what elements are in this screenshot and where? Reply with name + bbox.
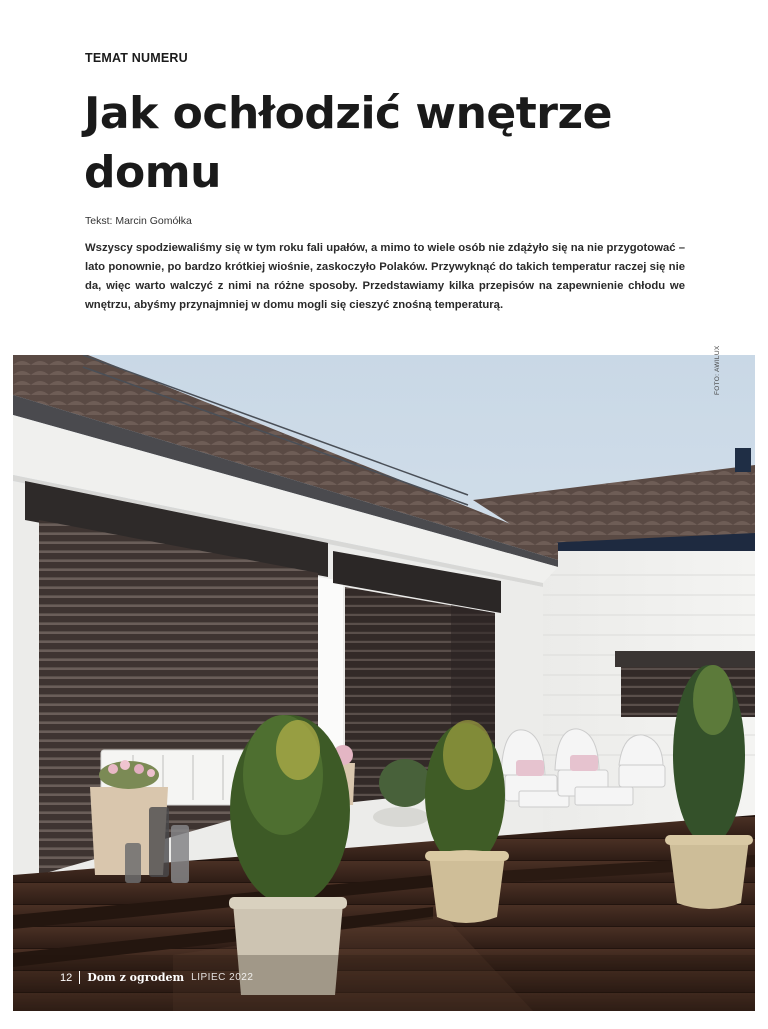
lead-paragraph: Wszyscy spodziewaliśmy się w tym roku fali upałów, a mimo to wiele osób nie zdążyło się na nie przygotować – lato ponownie, po bardzo krótkiej wiośnie, zaskoczyło Polaków. Przywyknąć do takich temperatur raczej się nie da, więc warto walczyć z nimi na różne sposoby. Przedstawiamy kilka przepisów na zapewnienie chłodu we wnętrzu, abyśmy przynajmniej w domu mogli się cieszyć znośną temperaturą. — [85, 242, 685, 311]
footer-divider — [79, 971, 80, 984]
article-title: Jak ochłodzić wnętrze domu — [84, 88, 612, 198]
page-number: 12 — [60, 971, 73, 984]
issue-date: LIPIEC 2022 — [191, 972, 254, 983]
page-footer — [60, 971, 253, 984]
photo-credit: FOTO: AWILUX — [714, 345, 721, 395]
byline: Tekst: Marcin Gomółka — [85, 215, 192, 227]
house-photo — [13, 355, 755, 1011]
section-label: TEMAT NUMERU — [85, 51, 188, 65]
magazine-name: Dom z ogrodem — [87, 971, 185, 984]
